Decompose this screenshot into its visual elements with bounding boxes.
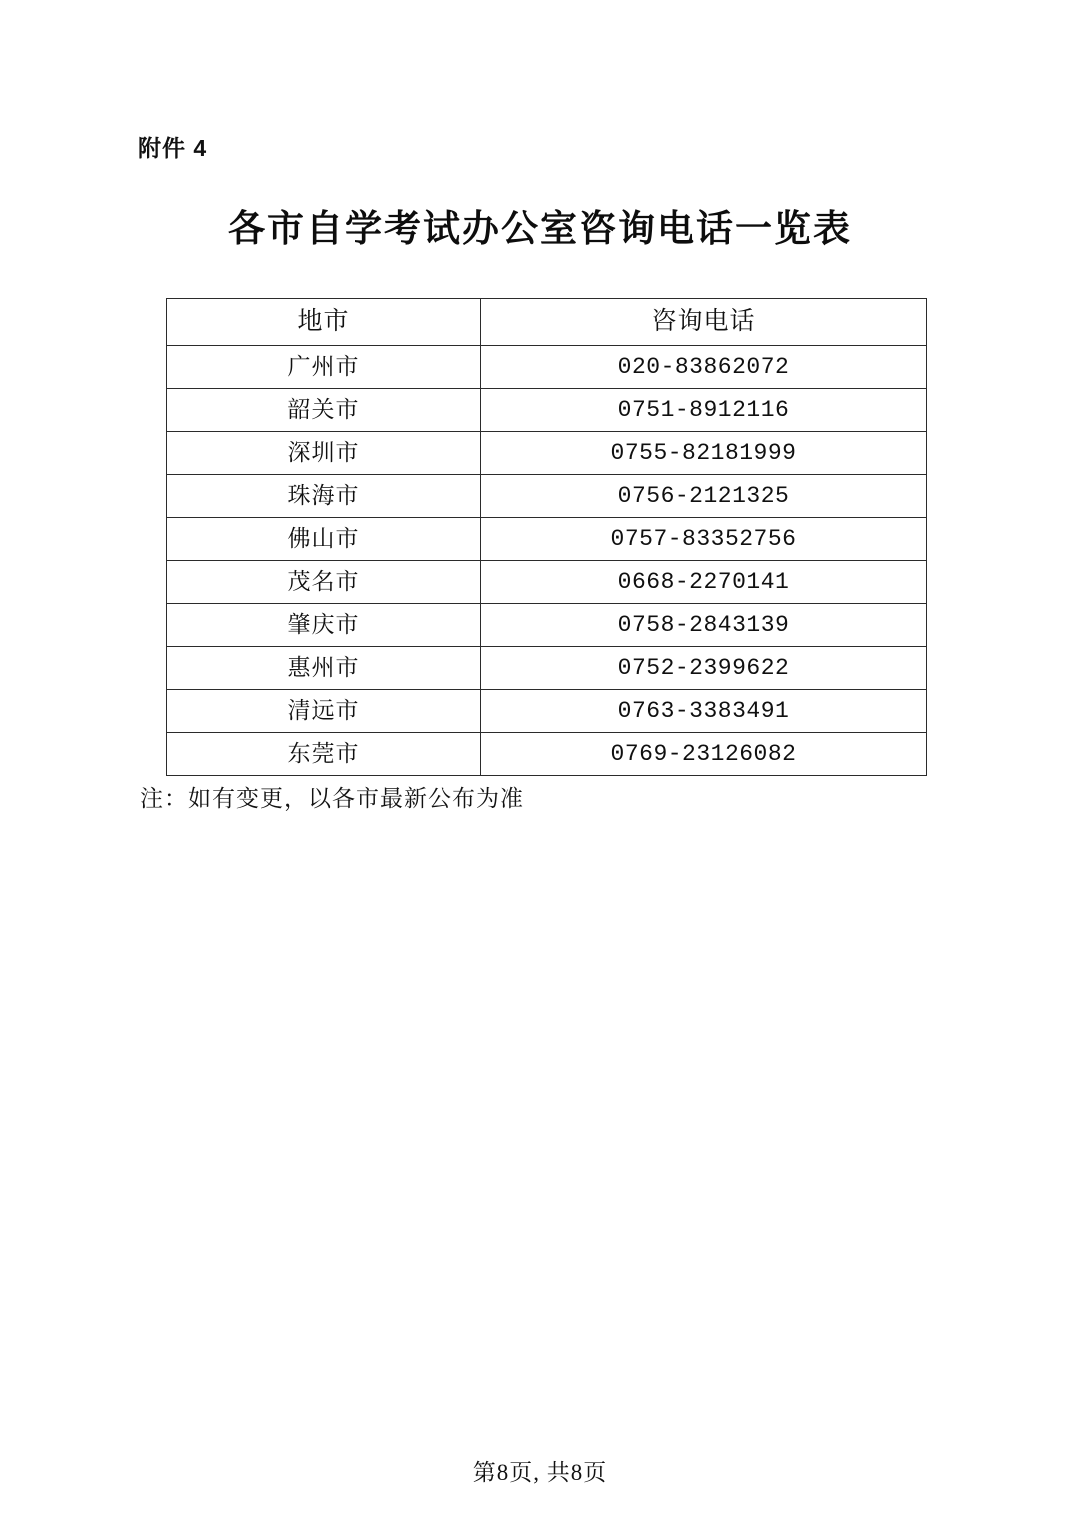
cell-city: 佛山市	[167, 518, 481, 561]
cell-city: 东莞市	[167, 733, 481, 776]
cell-phone: 0757-83352756	[481, 518, 927, 561]
cell-city: 深圳市	[167, 432, 481, 475]
table-row	[167, 733, 927, 776]
table-row	[167, 389, 927, 432]
city-phone-table	[166, 298, 927, 776]
cell-phone: 020-83862072	[481, 346, 927, 389]
cell-phone: 0668-2270141	[481, 561, 927, 604]
table-row	[167, 690, 927, 733]
cell-city: 茂名市	[167, 561, 481, 604]
table-row	[167, 432, 927, 475]
cell-phone: 0755-82181999	[481, 432, 927, 475]
table-row	[167, 561, 927, 604]
cell-city: 惠州市	[167, 647, 481, 690]
page-footer: 第8页, 共8页	[472, 1460, 608, 1485]
table-row	[167, 604, 927, 647]
attachment-label: 附件 4	[138, 135, 208, 161]
table-row	[167, 475, 927, 518]
cell-phone: 0769-23126082	[481, 733, 927, 776]
cell-city: 珠海市	[167, 475, 481, 518]
column-header-phone: 咨询电话	[481, 299, 927, 346]
table-header-row	[167, 299, 927, 346]
table-row	[167, 346, 927, 389]
cell-phone: 0752-2399622	[481, 647, 927, 690]
cell-phone: 0751-8912116	[481, 389, 927, 432]
cell-city: 清远市	[167, 690, 481, 733]
column-header-city: 地市	[167, 299, 481, 346]
cell-city: 广州市	[167, 346, 481, 389]
table-row	[167, 518, 927, 561]
cell-phone: 0758-2843139	[481, 604, 927, 647]
cell-city: 韶关市	[167, 389, 481, 432]
table-row	[167, 647, 927, 690]
page-title: 各市自学考试办公室咨询电话一览表	[228, 209, 852, 250]
phone-table-container	[166, 298, 926, 776]
cell-city: 肇庆市	[167, 604, 481, 647]
cell-phone: 0756-2121325	[481, 475, 927, 518]
table-note: 注：如有变更，以各市最新公布为准	[140, 786, 524, 811]
cell-phone: 0763-3383491	[481, 690, 927, 733]
